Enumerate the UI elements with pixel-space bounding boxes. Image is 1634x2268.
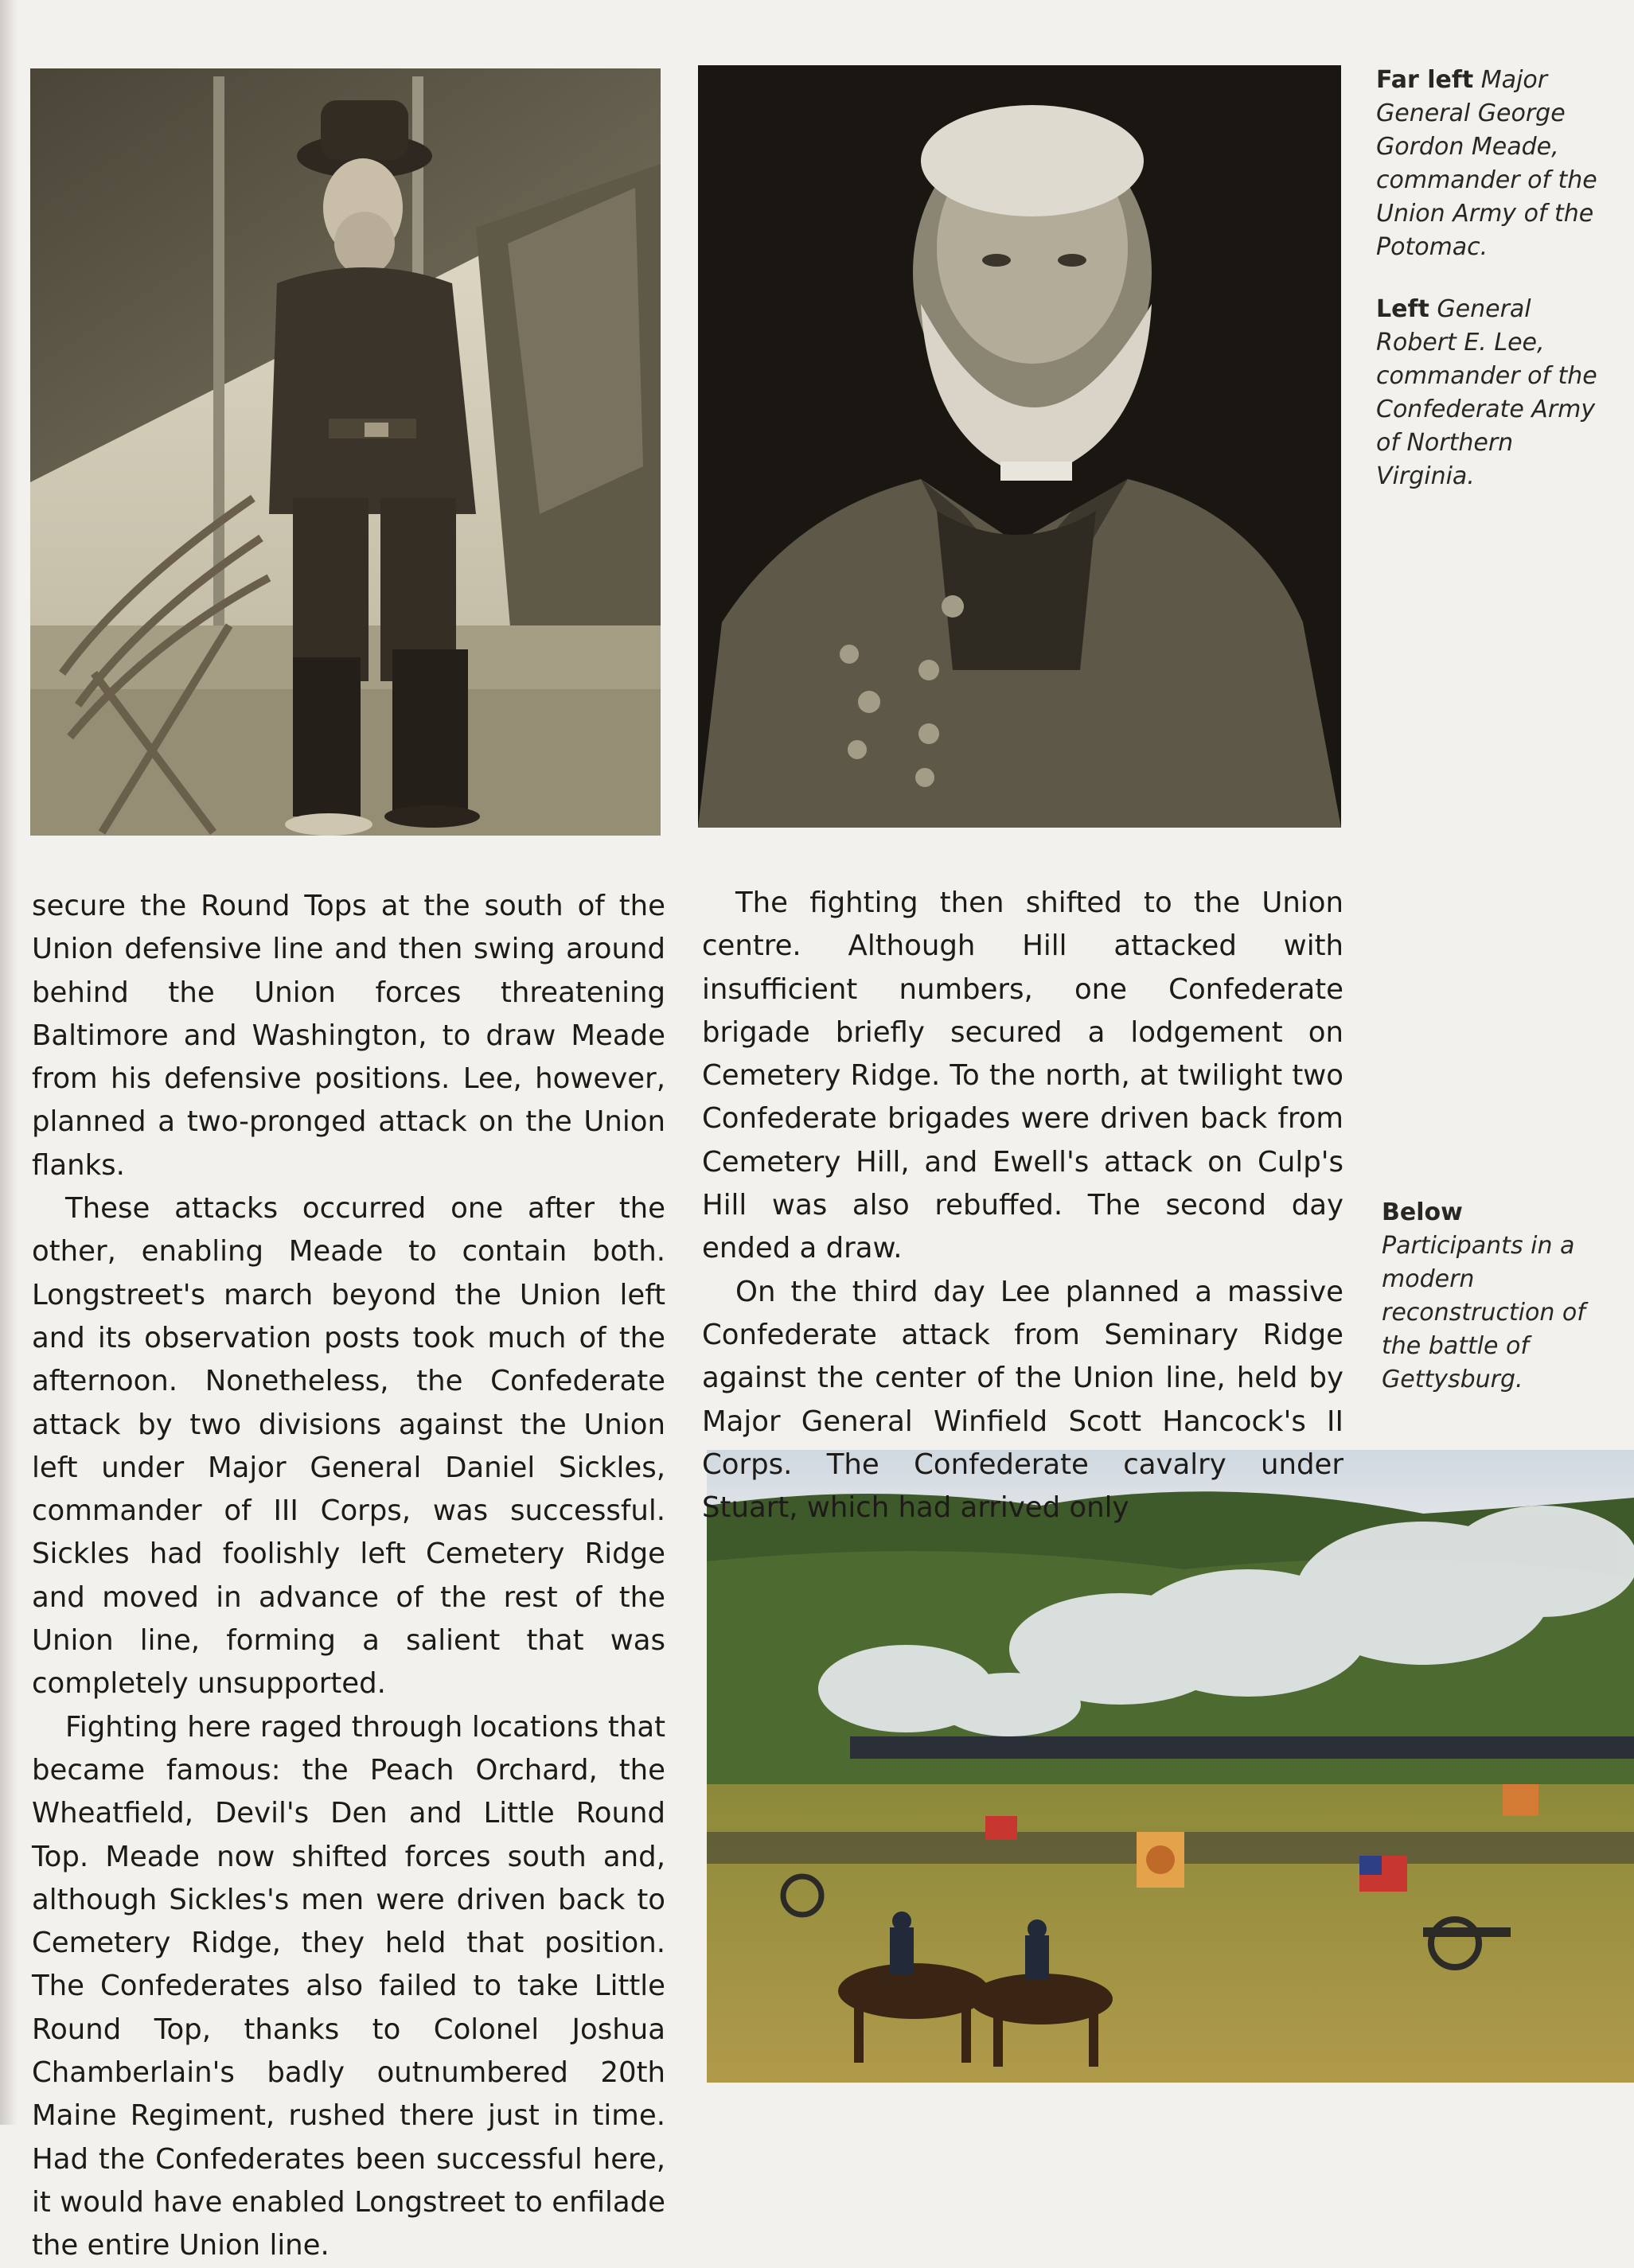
lee-caption xyxy=(1376,293,1615,493)
battle-caption-text: Participants in a modern reconstruction of the battle of Gettysburg. xyxy=(1382,1232,1585,1393)
lee-caption-label: Left xyxy=(1376,295,1429,323)
battle-caption xyxy=(1382,1196,1620,1397)
body-paragraph: The fighting then shifted to the Union centre. Although Hill attacked with insufficient numbers, one Confederate brigade briefly secured a lodgement on Cemetery Ridge. To the north, at twilight two Confederate brigades were driven back from Cemetery Hill, and Ewell's attack on Culp's Hill was also rebuffed. The second day ended a draw. xyxy=(702,887,1343,1265)
body-paragraph: On the third day Lee planned a massive Confederate attack from Seminary Ridge against the center of the Union line, held by Major General Winfield Scott Hancock's II Corps. The Confederate cavalry under Stuart, which had arrived only xyxy=(702,1275,1343,1525)
body-paragraph: secure the Round Tops at the south of the Union defensive line and then swing around behind the Union forces threatening Baltimore and Washington, to draw Meade from his defensive positions. Lee, however, planned a two-pronged attack on the Union flanks. xyxy=(32,890,665,1182)
binding-gutter-shadow xyxy=(0,0,18,2125)
left-text-column xyxy=(32,885,665,2268)
body-paragraph: These attacks occurred one after the other, enabling Meade to contain both. Longstreet's march beyond the Union left and its observation posts took much of the afternoon. Nonetheless, the Confederate attack by two divisions against the Union left under Major General Daniel Sickles, commander of III Corps, was successful. Sickles had foolishly left Cemetery Ridge and moved in advance of the rest of the Union line, forming a salient that was completely unsupported. xyxy=(32,1192,665,1701)
body-paragraph: Fighting here raged through locations that became famous: the Peach Orchard, the Wheatfield, Devil's Den and Little Round Top. Meade now shifted forces south and, although Sickles's men were driven back to Cemetery Ridge, they held that position. The Confederates also failed to take Little Round Top, thanks to Colonel Joshua Chamberlain's badly outnumbered 20th Maine Regiment, rushed there just in time. Had the Confederates been successful here, it would have enabled Longstreet to enfilade the entire Union line. xyxy=(32,1710,665,2262)
photo-captions-top xyxy=(1376,64,1615,493)
right-text-column xyxy=(702,882,1343,1530)
lee-photo xyxy=(698,65,1341,828)
meade-photo xyxy=(30,68,661,836)
meade-caption xyxy=(1376,64,1615,264)
battle-caption-label: Below xyxy=(1382,1198,1463,1226)
meade-caption-label: Far left xyxy=(1376,66,1474,94)
lee-caption-text: General Robert E. Lee, commander of the Confederate Army of Northern Virginia. xyxy=(1376,295,1597,490)
battle-reconstruction-photo xyxy=(707,1450,1634,2083)
meade-caption-text: Major General George Gordon Meade, commander of the Union Army of the Potomac. xyxy=(1376,66,1597,261)
